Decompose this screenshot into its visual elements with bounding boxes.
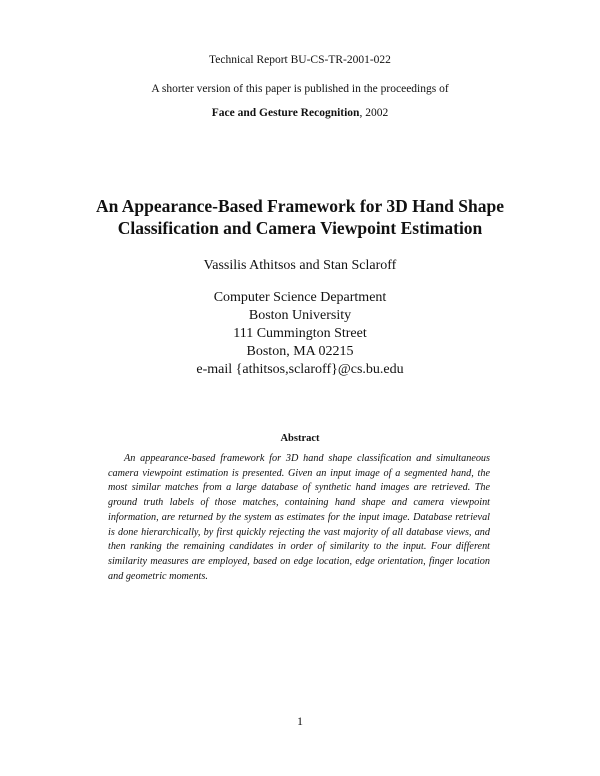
authors: Vassilis Athitsos and Stan Sclaroff [203,258,397,273]
shorter-version-note: A shorter version of this paper is published in the proceedings of [151,83,449,95]
affiliation-street: 111 Cummington Street [233,326,367,341]
affiliation-block [0,289,600,379]
affiliation-university: Boston University [248,308,352,323]
page-number: 1 [297,714,303,728]
abstract-heading: Abstract [280,433,320,444]
venue-line [0,107,600,119]
venue-name: Face and Gesture Recognition [211,107,360,119]
title-line-1: An Appearance-Based Framework for 3D Hand Shape [95,196,505,216]
abstract-body: An appearance-based framework for 3D hand shape classification and simultaneous camera viewpoint estimation is presented. Given an input image of a segmented hand, the most similar matches from a large database of synthetic hand images are retrieved. The ground truth labels of those matches, containing hand shape and camera viewpoint information, are returned by the system as estimates for the input image. Database retrieval is done hierarchically, by first quickly rejecting the vast majority of all database views, and then ranking the remaining candidates in order of similarity to the input. Four different similarity measures are employed, based on edge location, edge orientation, finger location and geometric moments. [108,453,490,582]
venue-year: , 2002 [359,107,389,119]
paper-title [0,195,600,239]
affiliation-email: e-mail {athitsos,sclaroff}@cs.bu.edu [196,362,404,377]
title-line-2: Classification and Camera Viewpoint Estimation [117,218,483,238]
technical-report-label: Technical Report BU-CS-TR-2001-022 [209,54,391,66]
affiliation-city: Boston, MA 02215 [246,344,354,359]
affiliation-department: Computer Science Department [213,290,387,305]
